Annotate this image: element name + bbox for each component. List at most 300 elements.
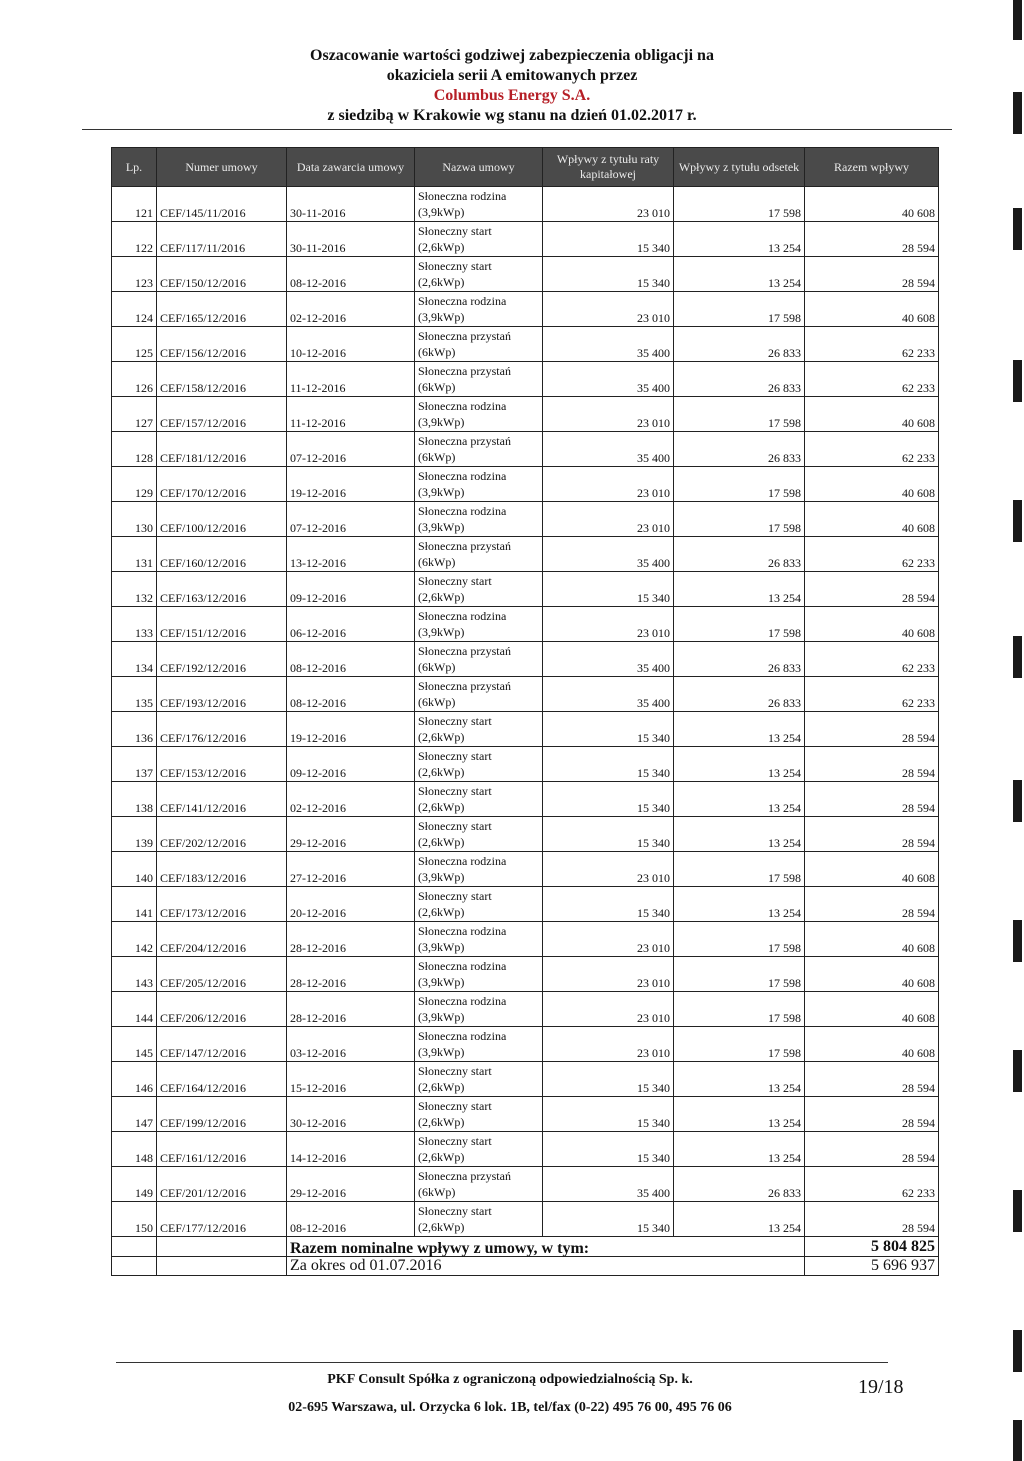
row-interest-inflow: 26 833: [674, 642, 805, 677]
summary-blank: [112, 1237, 157, 1257]
table-row: [112, 1062, 939, 1097]
row-contract-name: [415, 957, 543, 992]
title-line-2: okaziciela serii A emitowanych przez: [386, 67, 638, 84]
binding-mark: [1013, 1330, 1022, 1372]
row-contract-number: CEF/145/11/2016: [157, 187, 287, 222]
row-total-inflow: 40 608: [805, 397, 939, 432]
row-contract-name-line2: (2,6kWp): [418, 835, 465, 849]
table-header: [112, 148, 939, 187]
binding-mark: [1013, 0, 1022, 40]
row-total-inflow: 28 594: [805, 1132, 939, 1167]
row-contract-name: [415, 817, 543, 852]
row-contract-name-line1: Słoneczny start: [418, 1064, 492, 1078]
row-contract-number: CEF/151/12/2016: [157, 607, 287, 642]
table-row: [112, 992, 939, 1027]
row-lp: 141: [112, 887, 157, 922]
row-total-inflow: 28 594: [805, 572, 939, 607]
row-contract-name-line2: (6kWp): [418, 380, 456, 394]
row-lp: 147: [112, 1097, 157, 1132]
row-contract-name-line2: (3,9kWp): [418, 940, 465, 954]
row-total-inflow: 28 594: [805, 257, 939, 292]
row-total-inflow: 28 594: [805, 1097, 939, 1132]
row-lp: 131: [112, 537, 157, 572]
row-contract-name-line2: (3,9kWp): [418, 310, 465, 324]
table-row: [112, 712, 939, 747]
row-capital-inflow: 23 010: [543, 607, 674, 642]
row-capital-inflow: 35 400: [543, 677, 674, 712]
row-contract-name-line1: Słoneczny start: [418, 1134, 492, 1148]
row-contract-name-line2: (3,9kWp): [418, 625, 465, 639]
row-capital-inflow: 15 340: [543, 257, 674, 292]
row-capital-inflow: 15 340: [543, 572, 674, 607]
table-row: [112, 257, 939, 292]
row-contract-date: 02-12-2016: [287, 782, 415, 817]
row-capital-inflow: 35 400: [543, 327, 674, 362]
row-lp: 122: [112, 222, 157, 257]
row-contract-date: 29-12-2016: [287, 817, 415, 852]
row-contract-name: [415, 572, 543, 607]
table-row: [112, 502, 939, 537]
row-interest-inflow: 17 598: [674, 852, 805, 887]
row-contract-date: 10-12-2016: [287, 327, 415, 362]
row-total-inflow: 40 608: [805, 607, 939, 642]
row-contract-name: [415, 712, 543, 747]
row-capital-inflow: 15 340: [543, 782, 674, 817]
row-contract-name-line1: Słoneczna rodzina: [418, 1029, 507, 1043]
binding-mark: [1013, 1050, 1022, 1092]
row-contract-date: 08-12-2016: [287, 1202, 415, 1237]
row-interest-inflow: 13 254: [674, 1132, 805, 1167]
row-total-inflow: 28 594: [805, 782, 939, 817]
table-row: [112, 327, 939, 362]
table-row: [112, 397, 939, 432]
row-contract-name-line2: (3,9kWp): [418, 1010, 465, 1024]
table-row: [112, 817, 939, 852]
contracts-table: [111, 147, 939, 1276]
table-row: [112, 1167, 939, 1202]
summary-period-row: [112, 1257, 939, 1276]
document-title: [0, 46, 1024, 126]
row-contract-date: 07-12-2016: [287, 502, 415, 537]
table-body: [112, 187, 939, 1237]
row-contract-name-line1: Słoneczna przystań: [418, 434, 511, 448]
row-interest-inflow: 17 598: [674, 397, 805, 432]
row-contract-name: [415, 852, 543, 887]
row-contract-name-line1: Słoneczna rodzina: [418, 959, 507, 973]
row-contract-number: CEF/157/12/2016: [157, 397, 287, 432]
row-contract-name-line2: (3,9kWp): [418, 870, 465, 884]
row-contract-name-line2: (6kWp): [418, 555, 456, 569]
row-lp: 123: [112, 257, 157, 292]
table-row: [112, 572, 939, 607]
row-total-inflow: 62 233: [805, 362, 939, 397]
row-capital-inflow: 15 340: [543, 747, 674, 782]
row-contract-date: 28-12-2016: [287, 992, 415, 1027]
row-capital-inflow: 35 400: [543, 432, 674, 467]
row-contract-number: CEF/202/12/2016: [157, 817, 287, 852]
table-row: [112, 1202, 939, 1237]
row-capital-inflow: 35 400: [543, 642, 674, 677]
row-contract-name-line2: (2,6kWp): [418, 1220, 465, 1234]
binding-mark: [1013, 360, 1022, 402]
row-contract-name-line2: (3,9kWp): [418, 485, 465, 499]
row-contract-number: CEF/177/12/2016: [157, 1202, 287, 1237]
row-contract-name-line2: (2,6kWp): [418, 1080, 465, 1094]
table-row: [112, 362, 939, 397]
row-capital-inflow: 15 340: [543, 887, 674, 922]
row-contract-date: 27-12-2016: [287, 852, 415, 887]
table-row: [112, 782, 939, 817]
row-contract-name-line2: (6kWp): [418, 1185, 456, 1199]
row-lp: 125: [112, 327, 157, 362]
row-contract-name-line2: (3,9kWp): [418, 415, 465, 429]
row-contract-name-line1: Słoneczna rodzina: [418, 854, 507, 868]
table-row: [112, 222, 939, 257]
header-odsetki: Wpływy z tytułu odsetek: [674, 148, 805, 187]
row-interest-inflow: 13 254: [674, 887, 805, 922]
row-lp: 149: [112, 1167, 157, 1202]
row-contract-name: [415, 222, 543, 257]
row-contract-name-line2: (2,6kWp): [418, 275, 465, 289]
row-contract-number: CEF/158/12/2016: [157, 362, 287, 397]
table-summary: [112, 1237, 939, 1276]
row-contract-date: 30-11-2016: [287, 187, 415, 222]
row-lp: 142: [112, 922, 157, 957]
row-total-inflow: 40 608: [805, 292, 939, 327]
table-row: [112, 677, 939, 712]
row-contract-name-line1: Słoneczna przystań: [418, 679, 511, 693]
binding-mark: [1013, 636, 1022, 678]
row-interest-inflow: 13 254: [674, 817, 805, 852]
row-contract-number: CEF/164/12/2016: [157, 1062, 287, 1097]
header-nazwa: Nazwa umowy: [415, 148, 543, 187]
row-contract-name-line1: Słoneczna przystań: [418, 539, 511, 553]
row-contract-date: 08-12-2016: [287, 642, 415, 677]
row-contract-name-line1: Słoneczny start: [418, 224, 492, 238]
row-contract-name-line2: (2,6kWp): [418, 905, 465, 919]
table-row: [112, 922, 939, 957]
row-contract-name-line2: (3,9kWp): [418, 1045, 465, 1059]
row-contract-name-line1: Słoneczny start: [418, 889, 492, 903]
summary-total-row: [112, 1237, 939, 1257]
row-contract-number: CEF/176/12/2016: [157, 712, 287, 747]
title-line-1: Oszacowanie wartości godziwej zabezpieczenia obligacji na: [310, 47, 714, 64]
row-contract-name-line2: (2,6kWp): [418, 730, 465, 744]
row-contract-name: [415, 257, 543, 292]
table-row: [112, 747, 939, 782]
row-contract-date: 08-12-2016: [287, 257, 415, 292]
row-lp: 143: [112, 957, 157, 992]
row-total-inflow: 28 594: [805, 222, 939, 257]
row-contract-name: [415, 1062, 543, 1097]
row-lp: 146: [112, 1062, 157, 1097]
row-contract-name-line2: (2,6kWp): [418, 765, 465, 779]
row-interest-inflow: 17 598: [674, 292, 805, 327]
row-capital-inflow: 15 340: [543, 222, 674, 257]
row-contract-date: 11-12-2016: [287, 397, 415, 432]
table-row: [112, 187, 939, 222]
table-row: [112, 1132, 939, 1167]
row-contract-name-line2: (6kWp): [418, 450, 456, 464]
row-contract-date: 02-12-2016: [287, 292, 415, 327]
row-contract-name-line2: (6kWp): [418, 660, 456, 674]
row-contract-name: [415, 922, 543, 957]
row-contract-date: 28-12-2016: [287, 957, 415, 992]
table-row: [112, 537, 939, 572]
title-divider: [82, 129, 952, 130]
row-total-inflow: 62 233: [805, 677, 939, 712]
row-interest-inflow: 13 254: [674, 747, 805, 782]
header-data: Data zawarcia umowy: [287, 148, 415, 187]
row-contract-name-line1: Słoneczna rodzina: [418, 609, 507, 623]
row-contract-number: CEF/181/12/2016: [157, 432, 287, 467]
row-contract-number: CEF/205/12/2016: [157, 957, 287, 992]
row-contract-name-line1: Słoneczny start: [418, 714, 492, 728]
header-numer: Numer umowy: [157, 148, 287, 187]
row-capital-inflow: 15 340: [543, 1097, 674, 1132]
row-interest-inflow: 13 254: [674, 1202, 805, 1237]
row-interest-inflow: 17 598: [674, 992, 805, 1027]
row-contract-date: 09-12-2016: [287, 747, 415, 782]
row-interest-inflow: 17 598: [674, 922, 805, 957]
summary-blank: [157, 1257, 287, 1276]
row-contract-number: CEF/161/12/2016: [157, 1132, 287, 1167]
row-contract-name-line1: Słoneczna rodzina: [418, 924, 507, 938]
table-row: [112, 292, 939, 327]
row-interest-inflow: 13 254: [674, 572, 805, 607]
summary-blank: [112, 1257, 157, 1276]
row-contract-number: CEF/141/12/2016: [157, 782, 287, 817]
row-total-inflow: 40 608: [805, 992, 939, 1027]
row-contract-date: 08-12-2016: [287, 677, 415, 712]
row-contract-name-line1: Słoneczny start: [418, 1099, 492, 1113]
binding-mark: [1013, 920, 1022, 962]
row-contract-name-line1: Słoneczna przystań: [418, 1169, 511, 1183]
row-contract-name-line1: Słoneczny start: [418, 574, 492, 588]
binding-mark: [1013, 1190, 1022, 1232]
row-contract-name-line2: (2,6kWp): [418, 800, 465, 814]
row-total-inflow: 62 233: [805, 432, 939, 467]
row-capital-inflow: 23 010: [543, 292, 674, 327]
binding-mark: [1013, 500, 1022, 542]
row-contract-name-line1: Słoneczna przystań: [418, 644, 511, 658]
row-interest-inflow: 17 598: [674, 467, 805, 502]
row-contract-date: 09-12-2016: [287, 572, 415, 607]
row-interest-inflow: 17 598: [674, 607, 805, 642]
row-contract-date: 03-12-2016: [287, 1027, 415, 1062]
row-contract-name: [415, 1097, 543, 1132]
footer-address: 02-695 Warszawa, ul. Orzycka 6 lok. 1B, tel/fax (0-22) 495 76 00, 495 76 06: [288, 1400, 732, 1415]
binding-mark: [1013, 92, 1022, 134]
row-capital-inflow: 15 340: [543, 712, 674, 747]
period-label: Za okres od 01.07.2016: [287, 1257, 805, 1276]
row-contract-name-line1: Słoneczna rodzina: [418, 469, 507, 483]
row-lp: 121: [112, 187, 157, 222]
row-contract-name: [415, 782, 543, 817]
row-contract-name-line2: (2,6kWp): [418, 590, 465, 604]
row-contract-name-line1: Słoneczny start: [418, 819, 492, 833]
row-total-inflow: 62 233: [805, 327, 939, 362]
row-contract-number: CEF/147/12/2016: [157, 1027, 287, 1062]
row-contract-number: CEF/173/12/2016: [157, 887, 287, 922]
row-lp: 132: [112, 572, 157, 607]
row-contract-name-line2: (2,6kWp): [418, 240, 465, 254]
row-interest-inflow: 13 254: [674, 1097, 805, 1132]
row-lp: 145: [112, 1027, 157, 1062]
header-razem: Razem wpływy: [805, 148, 939, 187]
row-capital-inflow: 15 340: [543, 1062, 674, 1097]
row-total-inflow: 28 594: [805, 712, 939, 747]
row-contract-number: CEF/201/12/2016: [157, 1167, 287, 1202]
row-interest-inflow: 13 254: [674, 222, 805, 257]
row-capital-inflow: 15 340: [543, 1132, 674, 1167]
row-total-inflow: 40 608: [805, 1027, 939, 1062]
row-contract-number: CEF/192/12/2016: [157, 642, 287, 677]
row-contract-number: CEF/156/12/2016: [157, 327, 287, 362]
row-contract-name: [415, 187, 543, 222]
row-contract-name: [415, 502, 543, 537]
row-contract-date: 30-12-2016: [287, 1097, 415, 1132]
row-lp: 124: [112, 292, 157, 327]
row-contract-name-line1: Słoneczna rodzina: [418, 399, 507, 413]
row-capital-inflow: 23 010: [543, 922, 674, 957]
row-total-inflow: 28 594: [805, 887, 939, 922]
row-capital-inflow: 15 340: [543, 817, 674, 852]
row-capital-inflow: 15 340: [543, 1202, 674, 1237]
row-contract-name-line2: (6kWp): [418, 345, 456, 359]
row-contract-name-line2: (3,9kWp): [418, 205, 465, 219]
row-lp: 140: [112, 852, 157, 887]
footer-company: PKF Consult Spółka z ograniczoną odpowiedzialnością Sp. k.: [327, 1372, 693, 1387]
table-row: [112, 887, 939, 922]
row-lp: 136: [112, 712, 157, 747]
row-contract-name: [415, 432, 543, 467]
table-row: [112, 607, 939, 642]
row-contract-name-line2: (6kWp): [418, 695, 456, 709]
row-interest-inflow: 26 833: [674, 362, 805, 397]
row-contract-name-line1: Słoneczny start: [418, 1204, 492, 1218]
row-contract-name-line2: (2,6kWp): [418, 1150, 465, 1164]
row-lp: 137: [112, 747, 157, 782]
period-value: 5 696 937: [805, 1257, 939, 1276]
row-total-inflow: 28 594: [805, 1062, 939, 1097]
row-capital-inflow: 23 010: [543, 502, 674, 537]
row-total-inflow: 40 608: [805, 187, 939, 222]
row-contract-name: [415, 397, 543, 432]
row-lp: 138: [112, 782, 157, 817]
row-total-inflow: 40 608: [805, 467, 939, 502]
row-total-inflow: 40 608: [805, 852, 939, 887]
row-lp: 126: [112, 362, 157, 397]
table-row: [112, 1027, 939, 1062]
row-contract-name: [415, 1167, 543, 1202]
row-lp: 134: [112, 642, 157, 677]
summary-blank: [157, 1237, 287, 1257]
row-total-inflow: 28 594: [805, 747, 939, 782]
row-lp: 139: [112, 817, 157, 852]
table-row: [112, 642, 939, 677]
row-contract-name-line1: Słoneczna przystań: [418, 329, 511, 343]
row-capital-inflow: 23 010: [543, 1027, 674, 1062]
row-contract-name-line2: (3,9kWp): [418, 520, 465, 534]
table-row: [112, 432, 939, 467]
row-interest-inflow: 13 254: [674, 257, 805, 292]
row-capital-inflow: 23 010: [543, 852, 674, 887]
row-contract-name: [415, 327, 543, 362]
row-contract-name-line1: Słoneczna rodzina: [418, 189, 507, 203]
row-lp: 150: [112, 1202, 157, 1237]
row-contract-name-line1: Słoneczna przystań: [418, 364, 511, 378]
row-interest-inflow: 26 833: [674, 432, 805, 467]
row-contract-name-line1: Słoneczny start: [418, 749, 492, 763]
row-capital-inflow: 23 010: [543, 992, 674, 1027]
row-contract-date: 07-12-2016: [287, 432, 415, 467]
row-lp: 128: [112, 432, 157, 467]
row-interest-inflow: 26 833: [674, 677, 805, 712]
row-interest-inflow: 26 833: [674, 1167, 805, 1202]
row-contract-date: 29-12-2016: [287, 1167, 415, 1202]
row-contract-date: 06-12-2016: [287, 607, 415, 642]
row-contract-name: [415, 537, 543, 572]
row-contract-name-line2: (2,6kWp): [418, 1115, 465, 1129]
row-total-inflow: 62 233: [805, 537, 939, 572]
row-contract-number: CEF/163/12/2016: [157, 572, 287, 607]
row-total-inflow: 28 594: [805, 817, 939, 852]
row-contract-number: CEF/170/12/2016: [157, 467, 287, 502]
row-contract-date: 28-12-2016: [287, 922, 415, 957]
row-contract-name: [415, 292, 543, 327]
row-contract-name: [415, 1027, 543, 1062]
row-contract-date: 14-12-2016: [287, 1132, 415, 1167]
row-interest-inflow: 17 598: [674, 1027, 805, 1062]
row-contract-number: CEF/117/11/2016: [157, 222, 287, 257]
row-contract-number: CEF/100/12/2016: [157, 502, 287, 537]
row-capital-inflow: 23 010: [543, 187, 674, 222]
row-contract-number: CEF/206/12/2016: [157, 992, 287, 1027]
row-lp: 129: [112, 467, 157, 502]
total-value: 5 804 825: [805, 1237, 939, 1257]
row-interest-inflow: 17 598: [674, 502, 805, 537]
row-lp: 135: [112, 677, 157, 712]
row-lp: 130: [112, 502, 157, 537]
title-line-4: z siedzibą w Krakowie wg stanu na dzień 01.02.2017 r.: [327, 107, 697, 124]
row-contract-number: CEF/160/12/2016: [157, 537, 287, 572]
row-contract-name: [415, 607, 543, 642]
row-capital-inflow: 23 010: [543, 957, 674, 992]
row-contract-name: [415, 887, 543, 922]
binding-mark: [1013, 780, 1022, 822]
row-interest-inflow: 13 254: [674, 1062, 805, 1097]
table-row: [112, 957, 939, 992]
row-lp: 144: [112, 992, 157, 1027]
row-interest-inflow: 26 833: [674, 327, 805, 362]
row-total-inflow: 40 608: [805, 922, 939, 957]
binding-mark: [1013, 1420, 1022, 1461]
row-contract-name-line1: Słoneczna rodzina: [418, 504, 507, 518]
binding-mark: [1013, 208, 1022, 250]
row-interest-inflow: 13 254: [674, 782, 805, 817]
row-contract-date: 30-11-2016: [287, 222, 415, 257]
row-capital-inflow: 35 400: [543, 537, 674, 572]
row-capital-inflow: 23 010: [543, 397, 674, 432]
row-contract-name-line1: Słoneczny start: [418, 259, 492, 273]
total-label: Razem nominalne wpływy z umowy, w tym:: [287, 1237, 805, 1257]
row-contract-name: [415, 1132, 543, 1167]
row-total-inflow: 40 608: [805, 957, 939, 992]
row-interest-inflow: 17 598: [674, 187, 805, 222]
row-contract-date: 13-12-2016: [287, 537, 415, 572]
row-contract-name: [415, 747, 543, 782]
